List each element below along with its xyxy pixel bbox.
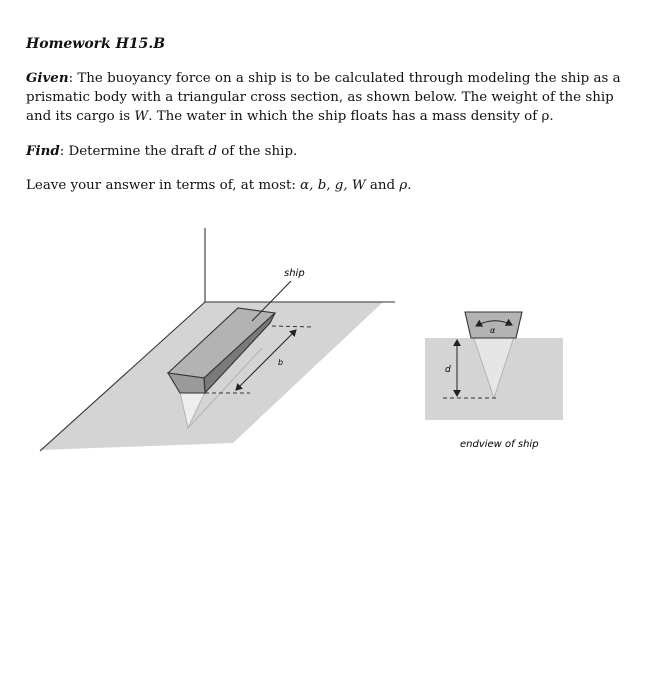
endview-caption: endview of ship	[460, 439, 539, 450]
find-text-2: of the ship.	[216, 144, 298, 159]
alpha-label: α	[490, 326, 496, 335]
leave-end: .	[407, 178, 412, 193]
weight-variable: W	[134, 109, 149, 124]
find-text: : Determine the draft	[59, 144, 209, 159]
draft-variable: d	[208, 144, 217, 159]
given-text: : The buoyancy force on a ship is to be calculated through modeling the ship as a prismatic body with a triangular cross section, as shown below. The weight of the ship and its cargo is	[26, 71, 621, 124]
isometric-view	[40, 228, 395, 451]
answer-variables: α, b, g, W	[300, 178, 366, 193]
b-label: b	[278, 358, 284, 367]
endview	[425, 312, 563, 450]
homework-title: Homework H15.B	[26, 36, 166, 52]
given-text-2: . The water in which the ship floats has a mass density of ρ.	[148, 109, 554, 124]
find-label: Find	[26, 143, 60, 159]
rho-variable: ρ	[399, 178, 408, 193]
leave-text: Leave your answer in terms of, at most:	[26, 178, 301, 193]
ship-label: ship	[284, 268, 305, 279]
given-label: Given	[26, 70, 69, 86]
d-label: d	[445, 365, 451, 375]
leave-text-2: and	[365, 178, 400, 193]
